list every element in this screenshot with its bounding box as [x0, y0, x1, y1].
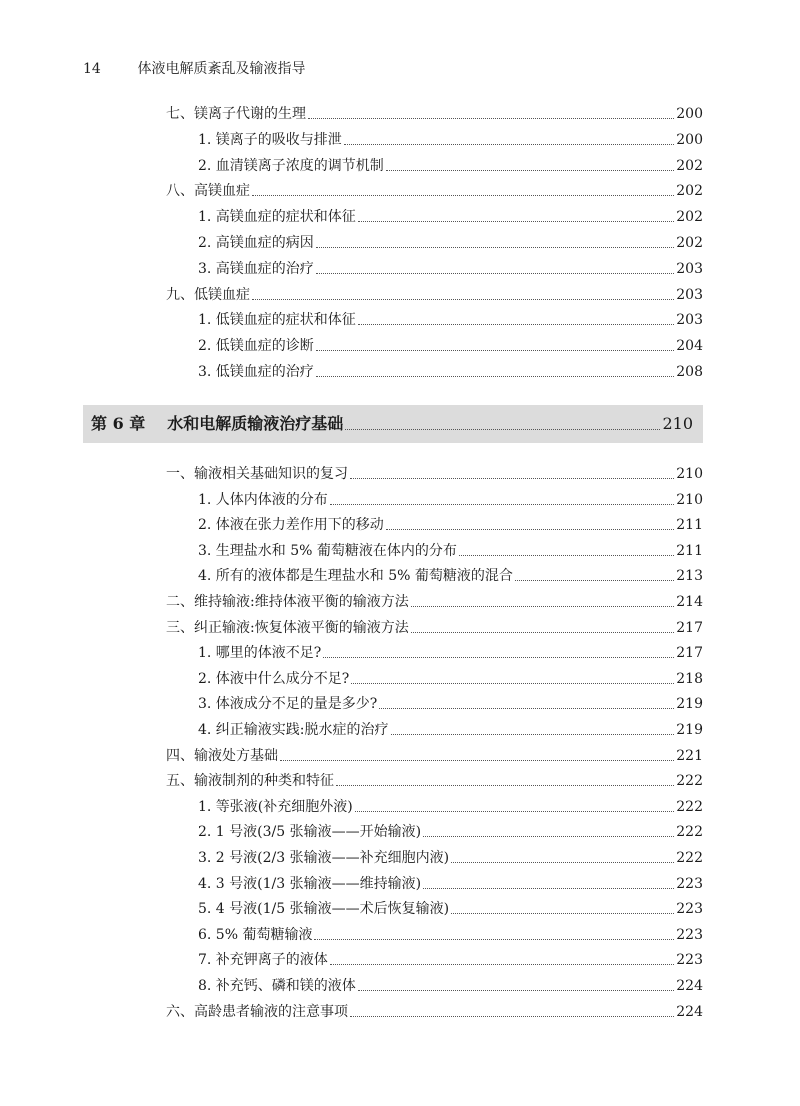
toc-entry-page: 202: [676, 209, 703, 226]
toc-entry-label: 八、高镁血症: [166, 183, 250, 200]
toc-entry-page: 219: [676, 722, 703, 738]
toc-entry[interactable]: [198, 670, 703, 688]
toc-entry-label: 3. 高镁血症的治疗: [198, 260, 314, 277]
leader-dots: [451, 862, 674, 863]
toc-entry[interactable]: [166, 105, 703, 123]
leader-dots: [308, 118, 674, 119]
toc-entry-page: 221: [676, 747, 703, 764]
chapter-heading-bar: [83, 405, 703, 443]
toc-entry[interactable]: [166, 772, 703, 790]
chapter-number: 第 6 章: [91, 414, 146, 433]
toc-entry-label: 1. 等张液(补充细胞外液): [198, 798, 353, 815]
toc-entry-page: 222: [676, 798, 703, 815]
toc-entry[interactable]: [198, 337, 703, 355]
toc-entry-page: 222: [676, 850, 703, 866]
leader-dots: [323, 657, 674, 658]
toc-entry-label: 2. 高镁血症的病因: [198, 235, 314, 251]
toc-entry[interactable]: [198, 234, 703, 252]
leader-dots: [411, 606, 675, 607]
leader-dots: [316, 247, 674, 248]
leader-dots: [345, 429, 660, 430]
leader-dots: [451, 913, 674, 914]
toc-entry-page: 219: [676, 696, 703, 713]
toc-entry-label: 五、输液制剂的种类和特征: [166, 773, 334, 790]
leader-dots: [391, 734, 675, 735]
toc-entry[interactable]: [198, 516, 703, 534]
toc-entry-label: 2. 体液在张力差作用下的移动: [198, 517, 384, 534]
toc-entry[interactable]: [198, 311, 703, 329]
toc-entry-page: 217: [676, 619, 703, 636]
toc-entry-page: 217: [676, 645, 703, 662]
toc-entry[interactable]: [198, 900, 703, 918]
leader-dots: [459, 555, 674, 556]
toc-entry-label: 8. 补充钙、磷和镁的液体: [198, 978, 356, 994]
leader-dots: [314, 939, 674, 940]
toc-entry-label: 5. 4 号液(1/5 张输液——术后恢复输液): [198, 901, 450, 918]
leader-dots: [330, 964, 674, 965]
leader-dots: [330, 504, 674, 505]
toc-entry[interactable]: [198, 131, 703, 149]
leader-dots: [423, 888, 674, 889]
leader-dots: [316, 273, 674, 274]
toc-entry-page: 200: [676, 131, 703, 148]
leader-dots: [350, 478, 674, 479]
toc-entry-page: 204: [676, 338, 703, 355]
toc-entry-page: 203: [676, 260, 703, 277]
toc-entry-label: 4. 3 号液(1/3 张输液——维持输液): [198, 875, 422, 892]
toc-entry-page: 223: [676, 952, 703, 969]
book-title: 体液电解质紊乱及输液指导: [137, 61, 306, 77]
toc-entry-page: 211: [676, 542, 703, 559]
toc-entry-label: 3. 生理盐水和 5% 葡萄糖液在体内的分布: [198, 542, 457, 559]
toc-entry-label: 4. 纠正输液实践:脱水症的治疗: [198, 722, 389, 738]
leader-dots: [252, 195, 674, 196]
toc-entry[interactable]: [198, 567, 703, 585]
toc-entry[interactable]: [198, 951, 703, 969]
leader-dots: [386, 529, 674, 530]
toc-entry-label: 6. 5% 葡萄糖输液: [198, 926, 313, 943]
toc-entry-label: 六、高龄患者输液的注意事项: [166, 1003, 348, 1020]
leader-dots: [344, 144, 674, 145]
toc-entry-label: 7. 补充钾离子的液体: [198, 952, 328, 969]
leader-dots: [358, 221, 674, 222]
toc-entry-page: 222: [676, 773, 703, 790]
toc-entry[interactable]: [166, 286, 703, 304]
leader-dots: [316, 350, 674, 351]
chapter-page: 210: [662, 414, 693, 433]
toc-entry[interactable]: [166, 619, 703, 637]
toc-entry[interactable]: [198, 798, 703, 816]
leader-dots: [316, 376, 674, 377]
toc-entry-page: 218: [676, 670, 703, 687]
toc-entry-label: 三、纠正输液:恢复体液平衡的输液方法: [166, 619, 409, 636]
toc-entry-label: 2. 血清镁离子浓度的调节机制: [198, 157, 384, 174]
leader-dots: [515, 580, 674, 581]
toc-entry-label: 九、低镁血症: [166, 286, 250, 303]
toc-entry-page: 200: [676, 106, 703, 122]
toc-entry-page: 224: [676, 978, 703, 994]
toc-entry-page: 203: [676, 312, 703, 329]
toc-entry-page: 213: [676, 568, 703, 585]
leader-dots: [411, 632, 675, 633]
toc-entry-label: 二、维持输液:维持体液平衡的输液方法: [166, 594, 409, 610]
toc-entry-label: 4. 所有的液体都是生理盐水和 5% 葡萄糖液的混合: [198, 568, 513, 585]
toc-entry-page: 214: [676, 594, 703, 610]
toc-entry-label: 2. 低镁血症的诊断: [198, 338, 314, 355]
toc-entry-label: 1. 低镁血症的症状和体征: [198, 312, 356, 329]
toc-entry-label: 一、输液相关基础知识的复习: [166, 466, 348, 482]
toc-entry-label: 1. 高镁血症的症状和体征: [198, 209, 356, 226]
toc-entry[interactable]: [166, 593, 703, 611]
toc-entry-label: 1. 镁离子的吸收与排泄: [198, 131, 342, 148]
toc-entry[interactable]: [198, 363, 703, 381]
page-number: 14: [83, 61, 101, 77]
chapter-title: 水和电解质输液治疗基础: [167, 414, 344, 433]
toc-entry-label: 七、镁离子代谢的生理: [166, 106, 306, 122]
toc-entry-page: 211: [676, 517, 703, 534]
toc-entry-label: 2. 体液中什么成分不足?: [198, 670, 350, 687]
toc-entry[interactable]: [198, 491, 703, 509]
toc-entry-label: 1. 哪里的体液不足?: [198, 645, 322, 662]
toc-entry[interactable]: [198, 208, 703, 226]
running-head: [83, 58, 305, 78]
leader-dots: [252, 299, 674, 300]
toc-entry[interactable]: [198, 721, 703, 739]
toc-entry[interactable]: [198, 926, 703, 944]
leader-dots: [358, 324, 674, 325]
toc-entry-page: 210: [676, 491, 703, 508]
leader-dots: [423, 836, 674, 837]
toc-entry-page: 202: [676, 157, 703, 174]
leader-dots: [280, 760, 674, 761]
toc-entry-label: 3. 低镁血症的治疗: [198, 364, 314, 380]
toc-entry-page: 202: [676, 183, 703, 200]
toc-entry-label: 3. 2 号液(2/3 张输液——补充细胞内液): [198, 850, 450, 866]
toc-entry-label: 2. 1 号液(3/5 张输液——开始输液): [198, 824, 422, 841]
leader-dots: [358, 990, 674, 991]
toc-entry[interactable]: [198, 823, 703, 841]
toc-entry[interactable]: [198, 157, 703, 175]
toc-entry-page: 222: [676, 824, 703, 841]
leader-dots: [336, 785, 674, 786]
toc-entry-page: 210: [676, 466, 703, 482]
toc-entry[interactable]: [198, 875, 703, 893]
chapter-entry[interactable]: [91, 414, 693, 434]
toc-entry-page: 223: [676, 901, 703, 918]
toc-entry[interactable]: [198, 260, 703, 278]
toc-entry-page: 223: [676, 875, 703, 892]
toc-entry[interactable]: [198, 695, 703, 713]
leader-dots: [386, 170, 674, 171]
leader-dots: [350, 1016, 674, 1017]
toc-entry[interactable]: [166, 182, 703, 200]
toc-entry-label: 四、输液处方基础: [166, 747, 278, 764]
toc-entry[interactable]: [198, 542, 703, 560]
toc-entry-page: 224: [676, 1003, 703, 1020]
toc-entry[interactable]: [198, 644, 703, 662]
toc-entry[interactable]: [198, 849, 703, 867]
toc-entry-page: 203: [676, 286, 703, 303]
leader-dots: [355, 811, 675, 812]
toc-entry[interactable]: [198, 977, 703, 995]
toc-entry-page: 223: [676, 926, 703, 943]
toc-entry-label: 1. 人体内体液的分布: [198, 491, 328, 508]
toc-entry[interactable]: [166, 465, 703, 483]
toc-entry[interactable]: [166, 747, 703, 765]
toc-entry-page: 202: [676, 235, 703, 251]
leader-dots: [379, 708, 674, 709]
toc-entry-label: 3. 体液成分不足的量是多少?: [198, 696, 378, 713]
leader-dots: [351, 683, 674, 684]
toc-entry[interactable]: [166, 1003, 703, 1021]
toc-entry-page: 208: [676, 364, 703, 380]
